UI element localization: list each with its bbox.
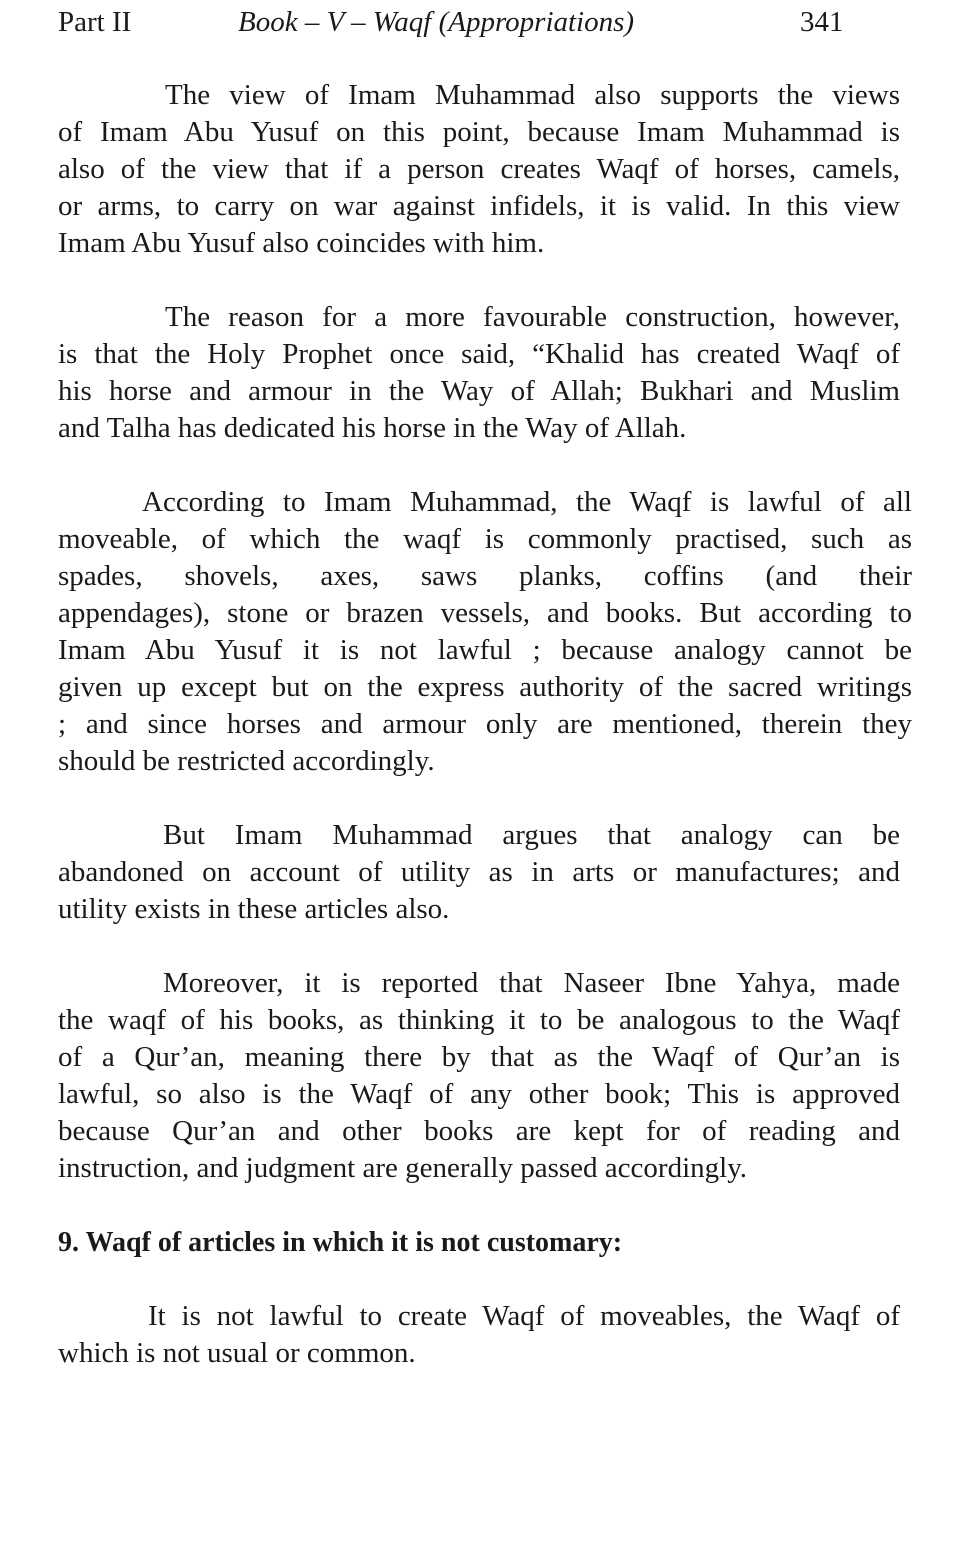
- text-line: the waqf of his books, as thinking it to be analogous to the Waqf: [58, 1004, 900, 1036]
- text-line: also of the view that if a person creates Waqf of horses, camels,: [58, 153, 900, 185]
- text-line: should be restricted accordingly.: [58, 745, 435, 777]
- text-line: or arms, to carry on war against infidels, it is valid. In this view: [58, 190, 900, 222]
- page-body: [58, 77, 912, 1409]
- text-line: instruction, and judgment are generally passed accordingly.: [58, 1152, 748, 1184]
- paragraph: [58, 484, 912, 780]
- header-part: Part II: [58, 6, 132, 38]
- text-line: Imam Abu Yusuf also coincides with him.: [58, 227, 545, 259]
- text-line: appendages), stone or brazen vessels, and books. But according to: [58, 597, 912, 629]
- paragraph: [58, 817, 900, 928]
- text-line: utility exists in these articles also.: [58, 893, 450, 925]
- text-line: But Imam Muhammad argues that analogy can be: [163, 819, 900, 851]
- text-line: It is not lawful to create Waqf of moveables, the Waqf of: [148, 1300, 900, 1332]
- text-line: The view of Imam Muhammad also supports the views: [165, 79, 900, 111]
- text-line: According to Imam Muhammad, the Waqf is lawful of all: [142, 486, 912, 518]
- paragraph: [58, 1298, 900, 1372]
- text-line: ; and since horses and armour only are mentioned, therein they: [58, 708, 912, 740]
- section-heading: 9. Waqf of articles in which it is not customary:: [58, 1227, 623, 1258]
- text-line: is that the Holy Prophet once said, “Khalid has created Waqf of: [58, 338, 900, 370]
- text-line: because Qur’an and other books are kept for of reading and: [58, 1115, 900, 1147]
- text-line: and Talha has dedicated his horse in the Way of Allah.: [58, 412, 687, 444]
- text-line: of a Qur’an, meaning there by that as the Waqf of Qur’an is: [58, 1041, 900, 1073]
- text-line: spades, shovels, axes, saws planks, coffins (and their: [58, 560, 912, 592]
- text-line: abandoned on account of utility as in arts or manufactures; and: [58, 856, 900, 888]
- text-line: of Imam Abu Yusuf on this point, because Imam Muhammad is: [58, 116, 900, 148]
- paragraph: [58, 965, 900, 1187]
- header-title: Book – V – Waqf (Appropriations): [238, 6, 635, 38]
- text-line: Moreover, it is reported that Naseer Ibne Yahya, made: [163, 967, 900, 999]
- paragraph: [58, 299, 900, 447]
- text-line: moveable, of which the waqf is commonly practised, such as: [58, 523, 912, 555]
- text-line: lawful, so also is the Waqf of any other book; This is approved: [58, 1078, 900, 1110]
- text-line: given up except but on the express authority of the sacred writings: [58, 671, 912, 703]
- paragraph: [58, 77, 900, 262]
- text-line: which is not usual or common.: [58, 1337, 416, 1369]
- text-line: his horse and armour in the Way of Allah; Bukhari and Muslim: [58, 375, 900, 407]
- text-line: Imam Abu Yusuf it is not lawful ; because analogy cannot be: [58, 634, 912, 666]
- page-number: 341: [800, 6, 844, 38]
- text-line: The reason for a more favourable construction, however,: [165, 301, 900, 333]
